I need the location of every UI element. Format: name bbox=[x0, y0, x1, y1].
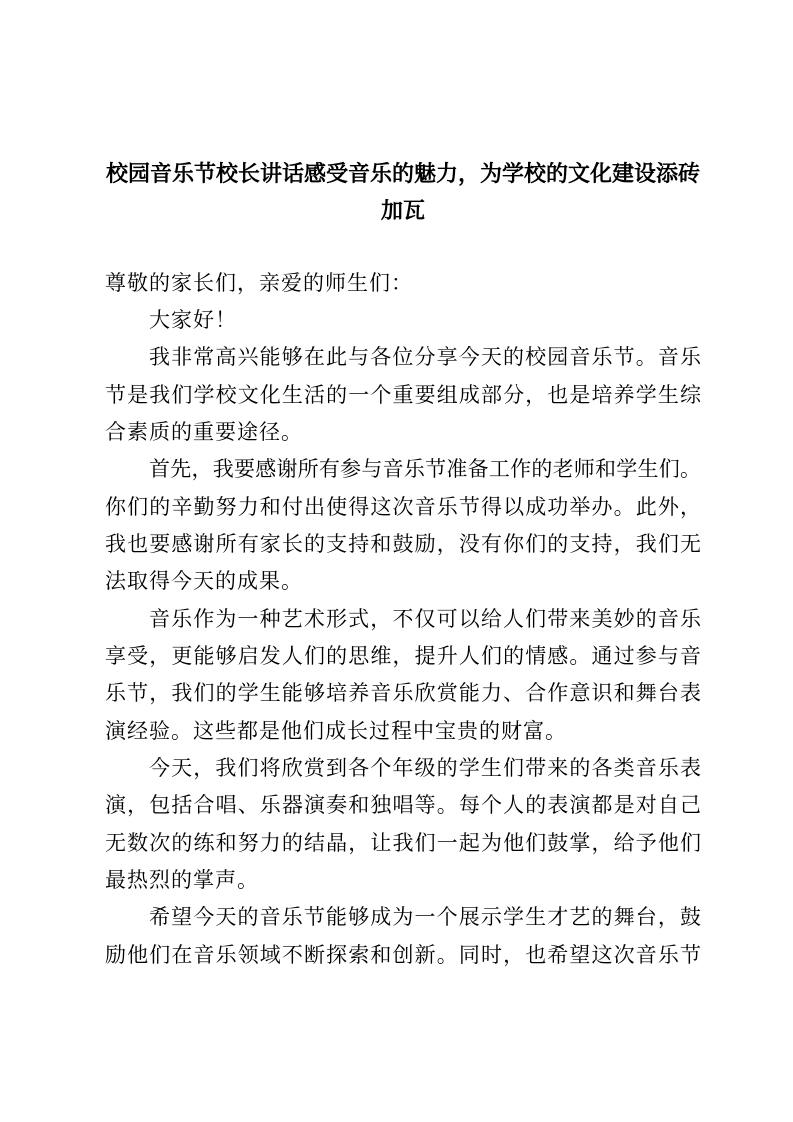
document-title: 校园音乐节校长讲话感受音乐的魅力，为学校的文化建设添砖加瓦 bbox=[105, 161, 700, 224]
text-line: 希望今天的音乐节能够成为一个展示学生才艺的舞台，鼓 bbox=[149, 905, 701, 930]
text-line: 乐节，我们的学生能够培养音乐欣赏能力、合作意识和舞台表 bbox=[105, 681, 701, 706]
text-line: 合素质的重要途径。 bbox=[105, 419, 303, 444]
text-line: 我非常高兴能够在此与各位分享今天的校园音乐节。音乐 bbox=[149, 345, 701, 370]
paragraph bbox=[105, 451, 701, 600]
text-line: 你们的辛勤努力和付出使得这次音乐节得以成功举办。此外， bbox=[105, 494, 701, 519]
paragraph bbox=[105, 302, 701, 339]
text-line: 演，包括合唱、乐器演奏和独唱等。每个人的表演都是对自己 bbox=[105, 793, 701, 818]
text-line: 首先，我要感谢所有参与音乐节准备工作的老师和学生们。 bbox=[149, 457, 701, 482]
paragraph bbox=[105, 601, 701, 750]
text-line: 尊敬的家长们，亲爱的师生们： bbox=[105, 270, 413, 295]
document-content bbox=[105, 0, 701, 974]
text-line: 我也要感谢所有家长的支持和鼓励，没有你们的支持，我们无 bbox=[105, 531, 701, 556]
text-line: 最热烈的掌声。 bbox=[105, 867, 259, 892]
paragraph bbox=[105, 265, 701, 302]
document-body bbox=[105, 265, 701, 974]
text-line: 演经验。这些都是他们成长过程中宝贵的财富。 bbox=[105, 718, 567, 743]
text-line: 享受，更能够启发人们的思维，提升人们的情感。通过参与音 bbox=[105, 643, 701, 668]
paragraph bbox=[105, 750, 701, 899]
text-line: 节是我们学校文化生活的一个重要组成部分，也是培养学生综 bbox=[105, 382, 701, 407]
text-line: 法取得今天的成果。 bbox=[105, 569, 303, 594]
text-line: 无数次的练和努力的结晶，让我们一起为他们鼓掌，给予他们 bbox=[105, 830, 701, 855]
text-line: 励他们在音乐领域不断探索和创新。同时，也希望这次音乐节 bbox=[105, 942, 701, 967]
paragraph bbox=[105, 339, 701, 451]
text-line: 音乐作为一种艺术形式，不仅可以给人们带来美妙的音乐 bbox=[149, 606, 701, 631]
text-line: 今天，我们将欣赏到各个年级的学生们带来的各类音乐表 bbox=[149, 755, 701, 780]
paragraph bbox=[105, 899, 701, 974]
text-line: 大家好！ bbox=[149, 307, 237, 332]
